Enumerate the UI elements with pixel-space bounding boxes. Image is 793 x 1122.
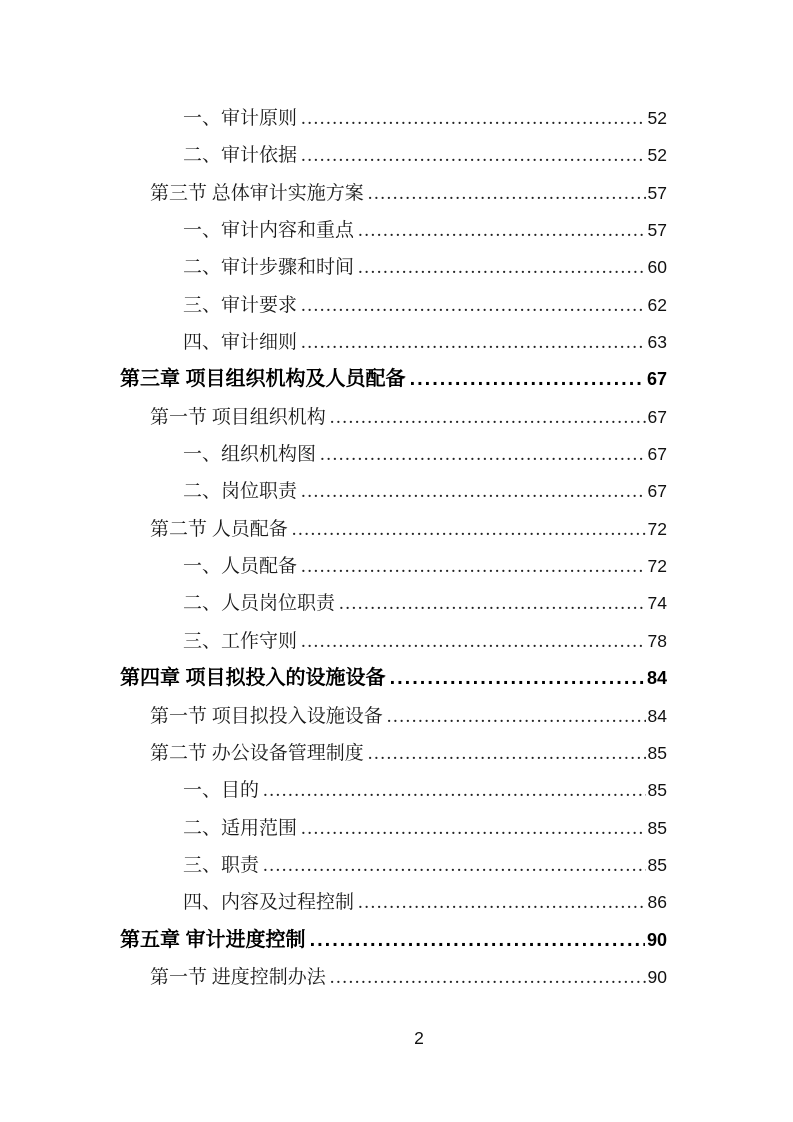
toc-leader-dots bbox=[301, 548, 646, 585]
toc-leader-dots bbox=[330, 399, 646, 436]
toc-entry[interactable] bbox=[120, 100, 667, 137]
toc-entry-title: 四、内容及过程控制 bbox=[183, 892, 355, 914]
toc-entry-title: 一、审计内容和重点 bbox=[183, 220, 355, 242]
toc-entry[interactable] bbox=[120, 623, 667, 660]
toc-entry-page: 67 bbox=[647, 481, 667, 502]
toc-entry[interactable] bbox=[120, 212, 667, 249]
toc-entry-title: 第三章 项目组织机构及人员配备 bbox=[120, 368, 406, 391]
toc-entry[interactable] bbox=[120, 249, 667, 286]
toc-entry-title: 一、人员配备 bbox=[183, 556, 298, 578]
toc-leader-dots bbox=[387, 698, 646, 735]
toc-entry[interactable] bbox=[120, 810, 667, 847]
toc-leader-dots bbox=[263, 772, 646, 809]
toc-leader-dots bbox=[368, 735, 646, 772]
toc-leader-dots bbox=[320, 436, 646, 473]
toc-entry-title: 第五章 审计进度控制 bbox=[120, 928, 306, 951]
toc-entry-title: 二、岗位职责 bbox=[183, 481, 298, 503]
toc-entry-page: 67 bbox=[646, 369, 667, 390]
toc-entry[interactable] bbox=[120, 548, 667, 585]
toc-leader-dots bbox=[339, 585, 646, 622]
toc-entry-page: 78 bbox=[647, 630, 667, 651]
table-of-contents bbox=[120, 100, 667, 996]
toc-entry-title: 第三节 总体审计实施方案 bbox=[150, 182, 364, 204]
toc-entry-title: 二、人员岗位职责 bbox=[183, 593, 336, 615]
toc-entry[interactable] bbox=[120, 660, 667, 697]
toc-entry-page: 85 bbox=[647, 742, 667, 763]
toc-entry[interactable] bbox=[120, 473, 667, 510]
toc-entry-page: 57 bbox=[647, 220, 667, 241]
toc-entry-page: 90 bbox=[647, 966, 667, 987]
toc-leader-dots bbox=[301, 623, 646, 660]
toc-leader-dots bbox=[358, 212, 646, 249]
toc-entry-title: 一、审计原则 bbox=[183, 108, 298, 129]
toc-leader-dots bbox=[301, 810, 646, 847]
toc-entry[interactable] bbox=[120, 287, 667, 324]
toc-leader-dots bbox=[301, 287, 646, 324]
toc-entry-page: 57 bbox=[647, 182, 667, 203]
toc-entry-page: 84 bbox=[646, 668, 667, 689]
toc-leader-dots bbox=[301, 473, 646, 510]
toc-leader-dots bbox=[310, 922, 645, 959]
toc-entry-page: 67 bbox=[647, 406, 667, 427]
toc-entry-page: 85 bbox=[647, 854, 667, 875]
toc-entry-title: 二、适用范围 bbox=[183, 817, 298, 839]
toc-entry-title: 三、审计要求 bbox=[183, 294, 298, 316]
toc-entry-title: 四、审计细则 bbox=[183, 332, 298, 354]
toc-entry-page: 63 bbox=[647, 332, 667, 353]
toc-entry[interactable] bbox=[120, 175, 667, 212]
toc-entry[interactable] bbox=[120, 735, 667, 772]
toc-entry-page: 72 bbox=[647, 556, 667, 577]
toc-entry-title: 一、组织机构图 bbox=[183, 444, 317, 466]
toc-leader-dots bbox=[263, 847, 646, 884]
toc-entry-page: 72 bbox=[647, 518, 667, 539]
toc-entry-page: 67 bbox=[647, 444, 667, 465]
toc-entry[interactable] bbox=[120, 922, 667, 959]
toc-leader-dots bbox=[358, 884, 646, 921]
toc-entry[interactable] bbox=[120, 137, 667, 174]
toc-entry-page: 86 bbox=[647, 892, 667, 913]
toc-leader-dots bbox=[292, 511, 646, 548]
toc-entry-page: 85 bbox=[647, 817, 667, 838]
toc-entry[interactable] bbox=[120, 324, 667, 361]
toc-entry-title: 第二节 办公设备管理制度 bbox=[150, 742, 364, 764]
page-footer bbox=[414, 1028, 424, 1049]
toc-entry[interactable] bbox=[120, 772, 667, 809]
toc-entry-page: 52 bbox=[647, 145, 667, 166]
toc-entry-title: 二、审计步骤和时间 bbox=[183, 257, 355, 279]
toc-entry-page: 52 bbox=[647, 108, 667, 128]
toc-entry-title: 三、职责 bbox=[183, 854, 260, 876]
toc-entry[interactable] bbox=[120, 698, 667, 735]
toc-entry-title: 第一节 项目拟投入设施设备 bbox=[150, 705, 383, 727]
toc-entry-title: 第四章 项目拟投入的设施设备 bbox=[120, 667, 386, 690]
toc-leader-dots bbox=[390, 660, 645, 697]
footer-page-number: 2 bbox=[414, 1028, 424, 1048]
toc-entry-title: 一、目的 bbox=[183, 780, 260, 802]
toc-entry-page: 90 bbox=[646, 929, 667, 950]
toc-entry-title: 第一节 项目组织机构 bbox=[150, 406, 326, 428]
toc-leader-dots bbox=[301, 137, 646, 174]
toc-entry[interactable] bbox=[120, 585, 667, 622]
toc-entry-page: 60 bbox=[647, 257, 667, 278]
toc-entry-page: 62 bbox=[647, 294, 667, 315]
toc-entry[interactable] bbox=[120, 511, 667, 548]
toc-leader-dots bbox=[358, 249, 646, 286]
toc-entry-title: 第一节 进度控制办法 bbox=[150, 966, 326, 988]
toc-entry[interactable] bbox=[120, 959, 667, 996]
toc-entry[interactable] bbox=[120, 399, 667, 436]
toc-leader-dots bbox=[330, 959, 646, 996]
toc-entry-title: 三、工作守则 bbox=[183, 630, 298, 652]
toc-leader-dots bbox=[301, 324, 646, 361]
toc-leader-dots bbox=[301, 100, 646, 137]
toc-entry[interactable] bbox=[120, 847, 667, 884]
toc-entry-title: 二、审计依据 bbox=[183, 145, 298, 167]
toc-entry-page: 85 bbox=[647, 780, 667, 801]
toc-entry[interactable] bbox=[120, 884, 667, 921]
toc-entry[interactable] bbox=[120, 361, 667, 398]
toc-entry-page: 84 bbox=[647, 705, 667, 726]
toc-entry[interactable] bbox=[120, 436, 667, 473]
toc-entry-title: 第二节 人员配备 bbox=[150, 518, 288, 540]
toc-leader-dots bbox=[368, 175, 646, 212]
toc-leader-dots bbox=[410, 361, 645, 398]
toc-entry-page: 74 bbox=[647, 593, 667, 614]
